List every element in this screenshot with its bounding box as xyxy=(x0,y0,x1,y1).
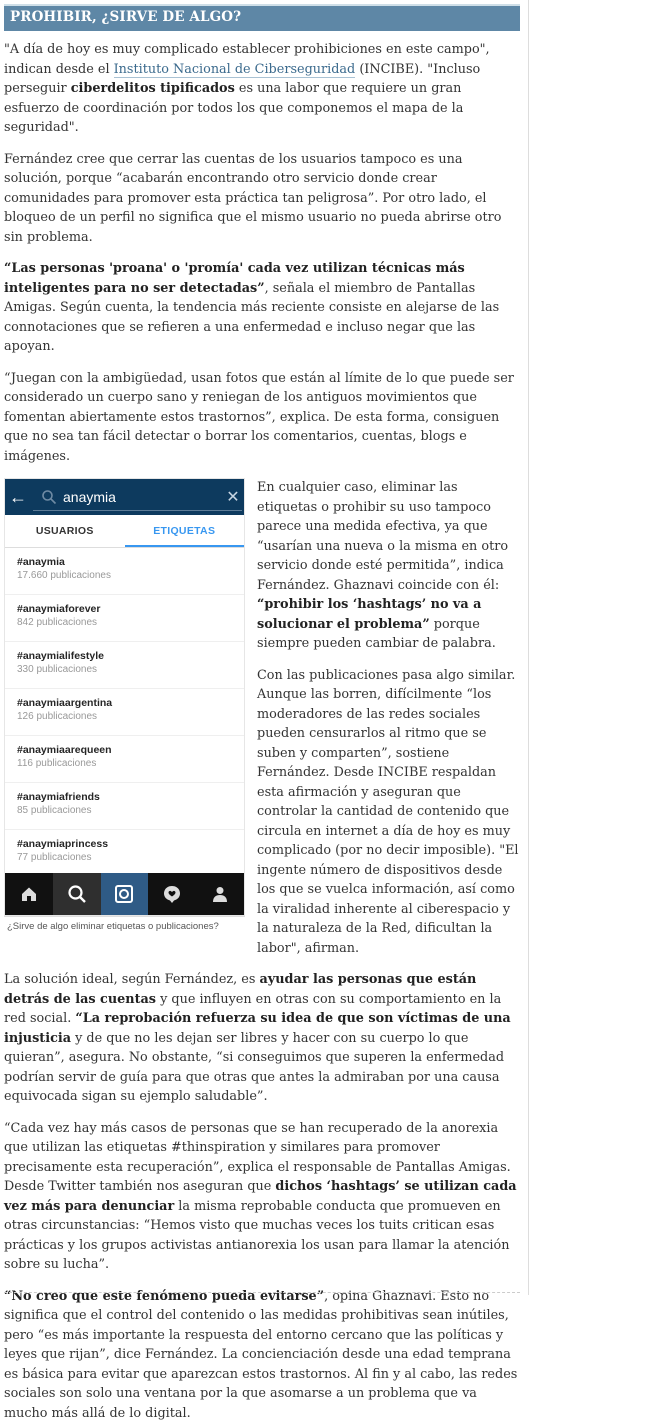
list-item: #anaymiaarequeen 116 publicaciones xyxy=(5,736,244,783)
article-figure xyxy=(4,478,245,935)
tab-etiquetas: ETIQUETAS xyxy=(125,515,245,547)
paragraph-5: En cualquier caso, eliminar las etiquetas o prohibir su uso tampoco parece una medida efectiva, ya que “usarían una nueva o la misma en otro servicio donde esté permitida”, indica Fernández. Ghaznavi coincide con él: “prohibir los ‘hashtags’ no va a solucionar el problema” porque siempre pueden cambiar de palabra. xyxy=(4,478,520,654)
paragraph-9: “No creo que este fenómeno pueda evitarse”, opina Ghaznavi. Esto no significa que el control del contenido o las medidas prohibitivas sean inútiles, pero “es más importante la respuesta del entorno cercano que las políticas y leyes que rijan”, dice Fernández. La concienciación desde una edad temprana es básica para evitar que aparezcan estos trastornos. Al fin y al cabo, las redes sociales son solo una ventana por la que asomarse a un problema que va mucho más allá de lo digital. xyxy=(4,1287,520,1423)
article-body xyxy=(4,4,520,1423)
figure-wrap xyxy=(4,478,520,1107)
section-header: PROHIBIR, ¿SIRVE DE ALGO? xyxy=(4,4,520,31)
incibe-link[interactable]: Instituto Nacional de Ciberseguridad xyxy=(114,62,356,78)
list-item: #anaymiaargentina 126 publicaciones xyxy=(5,689,244,736)
paragraph-3: “Las personas 'proana' o 'promía' cada vez utilizan técnicas más inteligentes para no ser detectadas”, señala el miembro de Pantallas Amigas. Según cuenta, la tendencia más reciente consiste en alejarse de las connotaciones que se refieren a una enfermedad e incluso negar que las apoyan. xyxy=(4,259,520,357)
paragraph-2: Fernández cree que cerrar las cuentas de los usuarios tampoco es una solución, porque “acabarán encontrando otro servicio donde crear comunidades para promover esta práctica tan peligrosa”. Por otro lado, el bloqueo de un perfil no significa que el mismo usuario no pueda abrirse otro sin problema. xyxy=(4,150,520,248)
home-icon xyxy=(5,873,53,915)
paragraph-4: “Juegan con la ambigüedad, usan fotos que están al límite de lo que puede ser considerado un cuerpo sano y reniegan de los antiguos movimientos que fomentan abiertamente estos trastornos”, explica. De esta forma, consiguen que no sea tan fácil detectar o borrar los comentarios, cuentas, blogs e imágenes. xyxy=(4,369,520,467)
search-nav-icon xyxy=(53,873,101,915)
list-item: #anaymiaprincess 77 publicaciones xyxy=(5,830,244,877)
bottom-divider xyxy=(4,1292,520,1293)
list-item: #anaymiaforever 842 publicaciones xyxy=(5,595,244,642)
paragraph-6: Con las publicaciones pasa algo similar. Aunque las borren, difícilmente “los moderadores de las redes sociales pueden censurarlos al ritmo que se suben y comparten”, sostiene Fernández. Desde INCIBE respaldan esta afirmación y aseguran que controlar la cantidad de contenido que circula en internet a día de hoy es muy complicado (por no decir imposible). "El ingente número de dispositivos desde los que se vuelca información, así como la viralidad inherente al ciberespacio y la naturaleza de la Red, dificultan la labor", afirman. xyxy=(4,666,520,959)
close-icon: ✕ xyxy=(224,487,242,507)
search-query: anaymia xyxy=(63,489,224,505)
profile-icon xyxy=(196,873,244,915)
ig-search-bar xyxy=(5,479,244,515)
paragraph-8: “Cada vez hay más casos de personas que se han recuperado de la anorexia que utilizan las etiquetas #thinspiration y similares para promover precisamente esta recuperación”, explica el responsable de Pantallas Amigas. Desde Twitter también nos aseguran que dichos ‘hashtags’ se utilizan cada vez más para denunciar la misma reprobable conducta que promueven en otras circunstancias: “Hemos visto que muchas veces los tuits critican esas prácticas y los grupos activistas antianorexia los usan para llamar la atención sobre su lucha”. xyxy=(4,1119,520,1275)
right-divider xyxy=(528,0,529,1295)
tab-usuarios: USUARIOS xyxy=(5,515,125,547)
list-item: #anaymialifestyle 330 publicaciones xyxy=(5,642,244,689)
paragraph-7: La solución ideal, según Fernández, es ayudar las personas que están detrás de las cuentas y que influyen en otras con su comportamiento en la red social. “La reprobación refuerza su idea de que son víctimas de una injusticia y de que no les dejan ser libres y hacer con su cuerpo lo que quieran”, asegura. No obstante, “si conseguimos que superen la enfermedad podrían servir de guía para que otras que antes la admiraban por una causa equivocada sigan su ejemplo saludable”. xyxy=(4,970,520,1107)
list-item: #anaymia 17.660 publicaciones xyxy=(5,548,244,595)
activity-icon xyxy=(148,873,196,915)
camera-icon xyxy=(101,873,149,915)
back-arrow-icon: ← xyxy=(5,479,31,515)
figure-caption: ¿Sirve de algo eliminar etiquetas o publicaciones? xyxy=(4,916,245,935)
search-icon xyxy=(41,489,57,505)
list-item: #anaymiafriends 85 publicaciones xyxy=(5,783,244,830)
paragraph-1: "A día de hoy es muy complicado establecer prohibiciones en este campo", indican desde el Instituto Nacional de Ciberseguridad (INCIBE). "Incluso perseguir ciberdelitos tipificados es una labor que requiere un gran esfuerzo de coordinación por todos los que componemos el mapa de la seguridad". xyxy=(4,40,520,138)
ig-tabs xyxy=(5,515,244,548)
ig-bottom-nav xyxy=(5,873,244,915)
instagram-screenshot xyxy=(4,478,245,916)
